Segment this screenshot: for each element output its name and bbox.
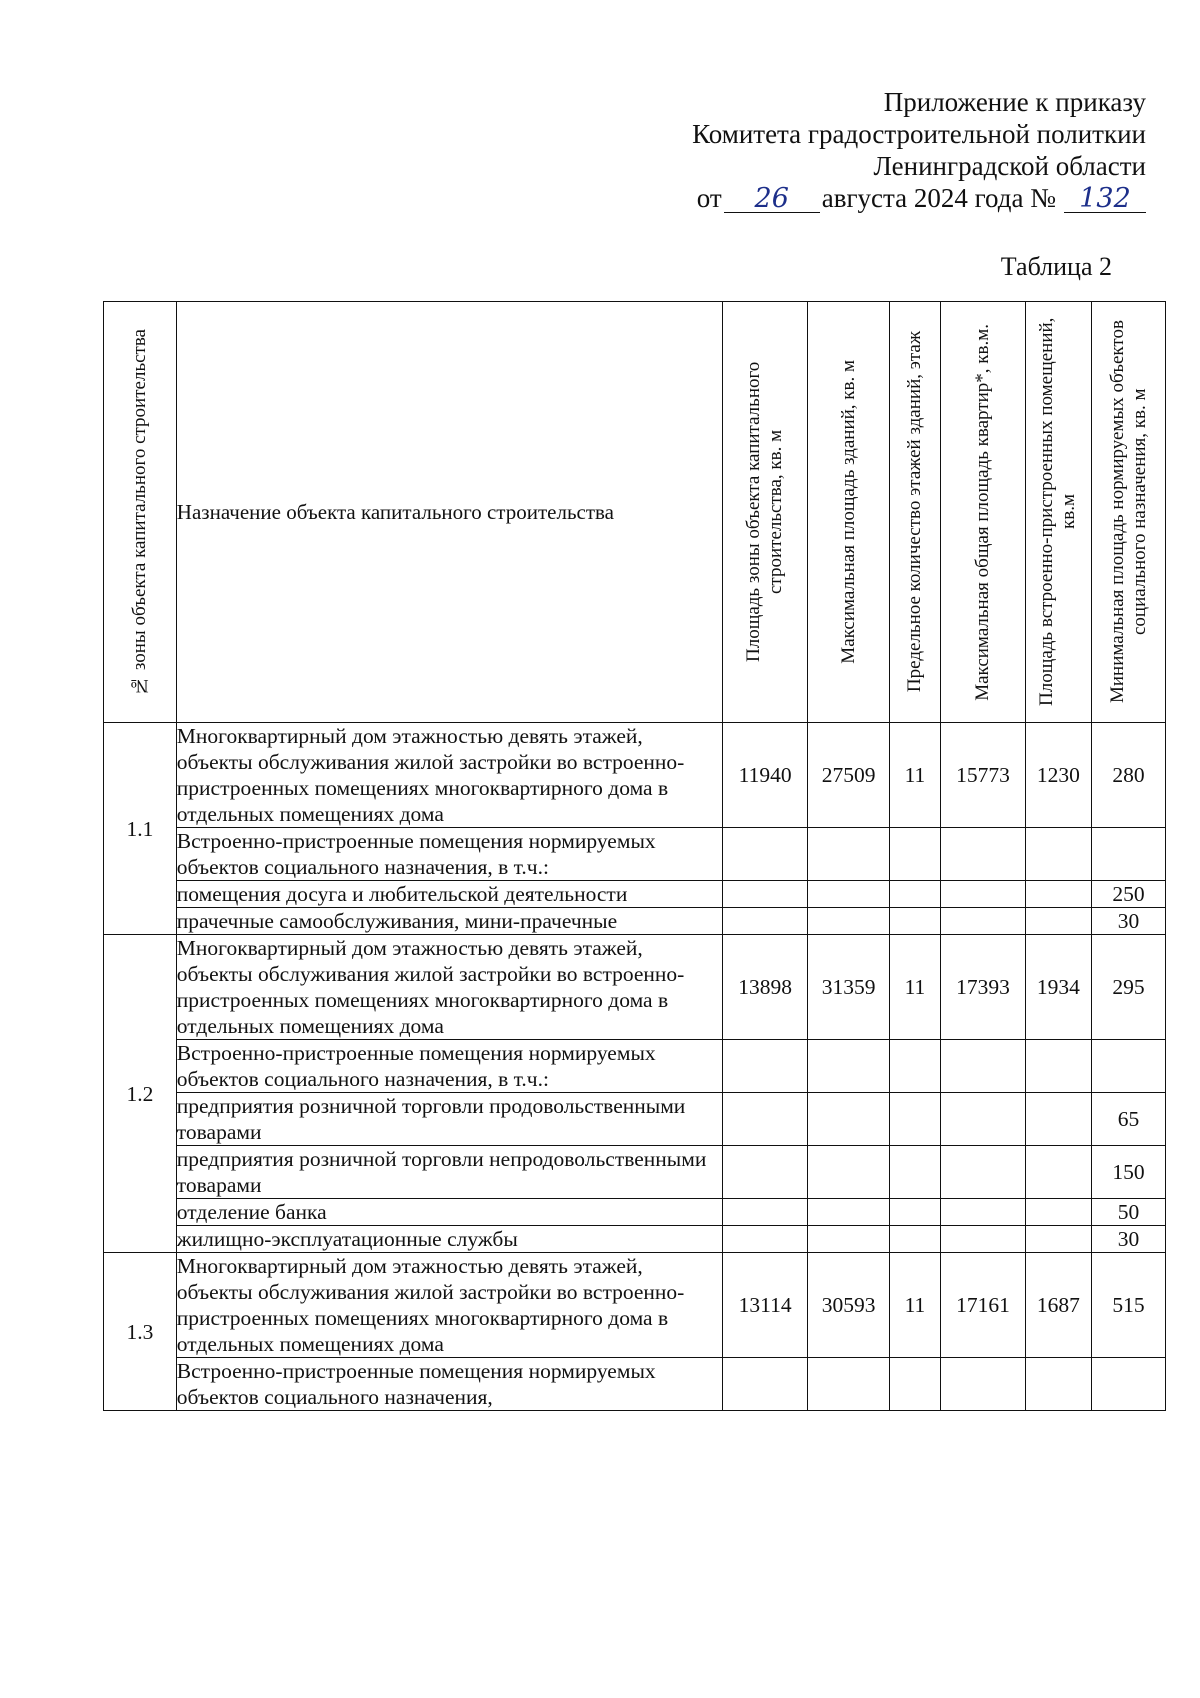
cell-max-floors: 11 [889,723,940,828]
col-header-zone [104,302,177,723]
col-header-builtin-area-text: Площадь встроенно-пристроенных помещений, кв.м [1036,317,1080,707]
cell-builtin-area: 1230 [1025,723,1091,828]
cell-min-social-area [1092,828,1166,881]
cell-zone-area [722,1146,808,1199]
cell-min-social-area: 65 [1092,1093,1166,1146]
table-row [104,1358,1166,1411]
cell-zone-area: 13114 [722,1253,808,1358]
col-header-name: Назначение объекта капитального строительства [176,302,722,723]
cell-max-apartment-area [941,1146,1026,1199]
cell-builtin-area [1025,1358,1091,1411]
cell-builtin-area [1025,908,1091,935]
row-description: прачечные самообслуживания, мини-прачечные [176,908,722,935]
table-row [104,1040,1166,1093]
cell-max-floors [889,1146,940,1199]
cell-max-building-area [808,1146,889,1199]
zones-table [103,301,1166,1411]
table-row [104,828,1166,881]
cell-max-building-area [808,908,889,935]
zone-number: 1.3 [104,1253,177,1411]
row-description: помещения досуга и любительской деятельности [176,881,722,908]
cell-builtin-area [1025,1040,1091,1093]
cell-max-apartment-area: 15773 [941,723,1026,828]
cell-max-floors [889,1358,940,1411]
zone-number: 1.2 [104,935,177,1253]
cell-zone-area [722,1199,808,1226]
cell-min-social-area: 295 [1092,935,1166,1040]
col-header-min-social-area-text: Минимальная площадь нормируемых объектов социального назначения, кв. м [1106,320,1150,704]
table-row [104,1253,1166,1358]
row-description: Встроенно-пристроенные помещения нормируемых объектов социального назначения, [176,1358,722,1411]
cell-max-apartment-area [941,1358,1026,1411]
cell-min-social-area: 515 [1092,1253,1166,1358]
cell-builtin-area [1025,1226,1091,1253]
table-row [104,908,1166,935]
table-header-row [104,302,1166,723]
cell-max-apartment-area [941,1093,1026,1146]
cell-min-social-area: 280 [1092,723,1166,828]
document-header [626,86,1146,214]
cell-max-building-area: 31359 [808,935,889,1040]
row-description: предприятия розничной торговли продовольственными товарами [176,1093,722,1146]
col-header-max-floors-text: Предельное количество этажей зданий, этаж [903,331,925,693]
table-row [104,1093,1166,1146]
row-description: Многоквартирный дом этажностью девять этажей, объекты обслуживания жилой застройки во встроенно-пристроенных помещениях многоквартирного дома в отдельных помещениях дома [176,1253,722,1358]
header-line-region: Ленинградской области [873,151,1146,181]
table-row [104,1146,1166,1199]
row-description: Встроенно-пристроенные помещения нормируемых объектов социального назначения, в т.ч.: [176,1040,722,1093]
cell-zone-area [722,1226,808,1253]
row-description: Многоквартирный дом этажностью девять этажей, объекты обслуживания жилой застройки во встроенно-пристроенных помещениях многоквартирного дома в отдельных помещениях дома [176,723,722,828]
cell-max-floors [889,1093,940,1146]
cell-builtin-area: 1687 [1025,1253,1091,1358]
cell-max-building-area [808,1040,889,1093]
cell-max-building-area [808,1358,889,1411]
cell-max-floors [889,828,940,881]
cell-max-apartment-area [941,881,1026,908]
col-header-zone-text: № зоны объекта капитального строительства [128,328,150,696]
cell-zone-area: 13898 [722,935,808,1040]
cell-min-social-area: 30 [1092,908,1166,935]
row-description: Многоквартирный дом этажностью девять этажей, объекты обслуживания жилой застройки во встроенно-пристроенных помещениях многоквартирного дома в отдельных помещениях дома [176,935,722,1040]
zone-number: 1.1 [104,723,177,935]
col-header-max-apartment-area-text: Максимальная общая площадь квартир*, кв.м. [971,323,993,701]
cell-max-building-area [808,1199,889,1226]
order-date-line [626,182,1146,214]
row-description: Встроенно-пристроенные помещения нормируемых объектов социального назначения, в т.ч.: [176,828,722,881]
cell-builtin-area [1025,881,1091,908]
cell-min-social-area: 50 [1092,1199,1166,1226]
col-header-max-building-area [808,302,889,723]
table-row [104,1226,1166,1253]
cell-max-building-area [808,1093,889,1146]
cell-max-floors [889,1040,940,1093]
table-body [104,723,1166,1411]
header-line-committee: Комитета градостроительной политкии [692,119,1146,149]
date-middle: августа 2024 года № [821,183,1056,213]
col-header-max-floors [889,302,940,723]
cell-max-floors [889,908,940,935]
cell-max-building-area: 30593 [808,1253,889,1358]
cell-zone-area [722,1040,808,1093]
col-header-max-apartment-area [941,302,1026,723]
cell-max-apartment-area: 17161 [941,1253,1026,1358]
handwritten-order-number: 132 [1064,186,1146,213]
table-row [104,881,1166,908]
cell-max-floors [889,881,940,908]
cell-builtin-area [1025,1093,1091,1146]
cell-max-building-area [808,1226,889,1253]
col-header-max-building-area-text: Максимальная площадь зданий, кв. м [837,360,859,664]
cell-max-apartment-area [941,908,1026,935]
cell-max-apartment-area [941,828,1026,881]
cell-max-building-area [808,828,889,881]
cell-zone-area [722,828,808,881]
table-row [104,935,1166,1040]
table-row [104,1199,1166,1226]
cell-max-apartment-area [941,1040,1026,1093]
row-description: жилищно-эксплуатационные службы [176,1226,722,1253]
cell-max-apartment-area: 17393 [941,935,1026,1040]
cell-max-floors [889,1199,940,1226]
col-header-builtin-area [1025,302,1091,723]
cell-zone-area [722,1358,808,1411]
cell-zone-area: 11940 [722,723,808,828]
date-prefix: от [696,183,722,213]
cell-max-building-area [808,881,889,908]
cell-min-social-area: 150 [1092,1146,1166,1199]
cell-builtin-area: 1934 [1025,935,1091,1040]
cell-max-floors: 11 [889,1253,940,1358]
row-description: предприятия розничной торговли непродовольственными товарами [176,1146,722,1199]
col-header-min-social-area [1092,302,1166,723]
cell-max-floors [889,1226,940,1253]
cell-max-apartment-area [941,1226,1026,1253]
col-header-zone-area-text: Площадь зоны объекта капитального строительства, кв. м [743,361,787,663]
cell-zone-area [722,1093,808,1146]
cell-max-apartment-area [941,1199,1026,1226]
header-line-appendix: Приложение к приказу [883,87,1146,117]
cell-min-social-area [1092,1040,1166,1093]
cell-builtin-area [1025,1146,1091,1199]
row-description: отделение банка [176,1199,722,1226]
handwritten-day: 26 [724,186,820,213]
col-header-zone-area [722,302,808,723]
cell-zone-area [722,881,808,908]
cell-min-social-area: 250 [1092,881,1166,908]
cell-max-building-area: 27509 [808,723,889,828]
cell-min-social-area [1092,1358,1166,1411]
cell-builtin-area [1025,1199,1091,1226]
table-row [104,723,1166,828]
table-label: Таблица 2 [1000,252,1112,281]
cell-max-floors: 11 [889,935,940,1040]
cell-zone-area [722,908,808,935]
cell-min-social-area: 30 [1092,1226,1166,1253]
cell-builtin-area [1025,828,1091,881]
